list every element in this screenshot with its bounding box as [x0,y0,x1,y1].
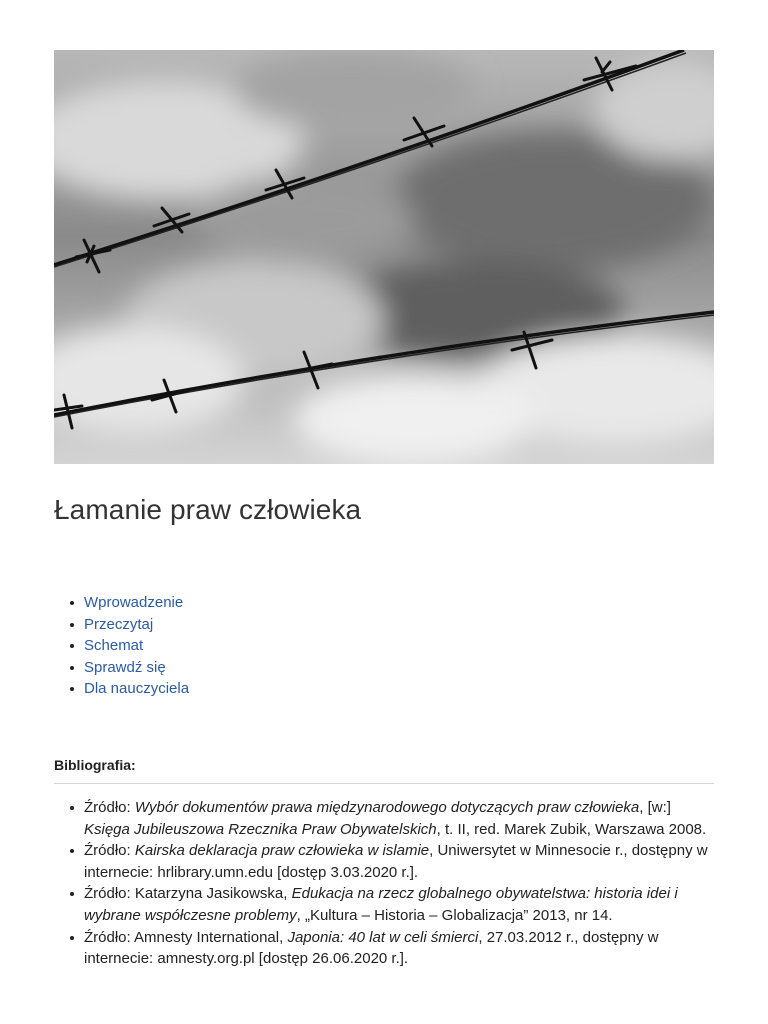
bibliography-item [84,927,714,970]
source-title: Wybór dokumentów prawa międzynarodowego dotyczących praw człowieka [134,799,640,816]
source-prefix: Źródło: Amnesty International, [84,928,288,946]
source-title: Kairska deklaracja praw człowieka w islamie [134,842,430,860]
source-prefix: Źródło: Katarzyna Jasikowska, [84,885,292,903]
bibliography-item [84,883,714,926]
source-title: Księga Jubileuszowa Rzecznika Praw Obywatelskich [84,820,437,838]
list-item [84,657,189,679]
hero-image [54,50,714,464]
list-item [84,635,189,657]
source-text: , Uniwersytet w Minnesocie r., dostępny w internecie: hrlibrary.umn.edu [dostęp 3.03.2020 r.]. [84,842,708,881]
bibliography-list [54,797,714,970]
source-text: , t. II, red. Marek Zubik, Warszawa 2008. [436,820,707,838]
list-item [84,678,189,700]
toc-link-schemat[interactable]: Schemat [84,637,144,655]
list-item [84,614,189,636]
toc-link-wprowadzenie[interactable]: Wprowadzenie [84,594,184,611]
divider [54,783,714,784]
toc-link-przeczytaj[interactable]: Przeczytaj [84,615,154,633]
bibliography-heading: Bibliografia: [54,757,136,773]
source-title: Japonia: 40 lat w celi śmierci [287,928,479,946]
bibliography-item [84,797,714,840]
source-text: , „Kultura – Historia – Globalizacja” 2013, nr 14. [296,906,613,924]
source-prefix: Źródło: [84,842,135,860]
table-of-contents [54,592,189,700]
list-item [84,592,189,614]
source-prefix: Źródło: [84,799,135,816]
bibliography-item [84,840,714,883]
source-title: Edukacja na rzecz globalnego obywatelstwa: historia idei i wybrane współczesne problemy [84,885,678,924]
page-title: Łamanie praw człowieka [54,494,362,525]
toc-link-dla-nauczyciela[interactable]: Dla nauczyciela [84,680,190,698]
toc-link-sprawdz-sie[interactable]: Sprawdź się [84,658,166,676]
source-text: , [w:] [639,799,671,816]
source-text: , 27.03.2012 r., dostępny w internecie: amnesty.org.pl [dostęp 26.06.2020 r.]. [84,928,659,968]
